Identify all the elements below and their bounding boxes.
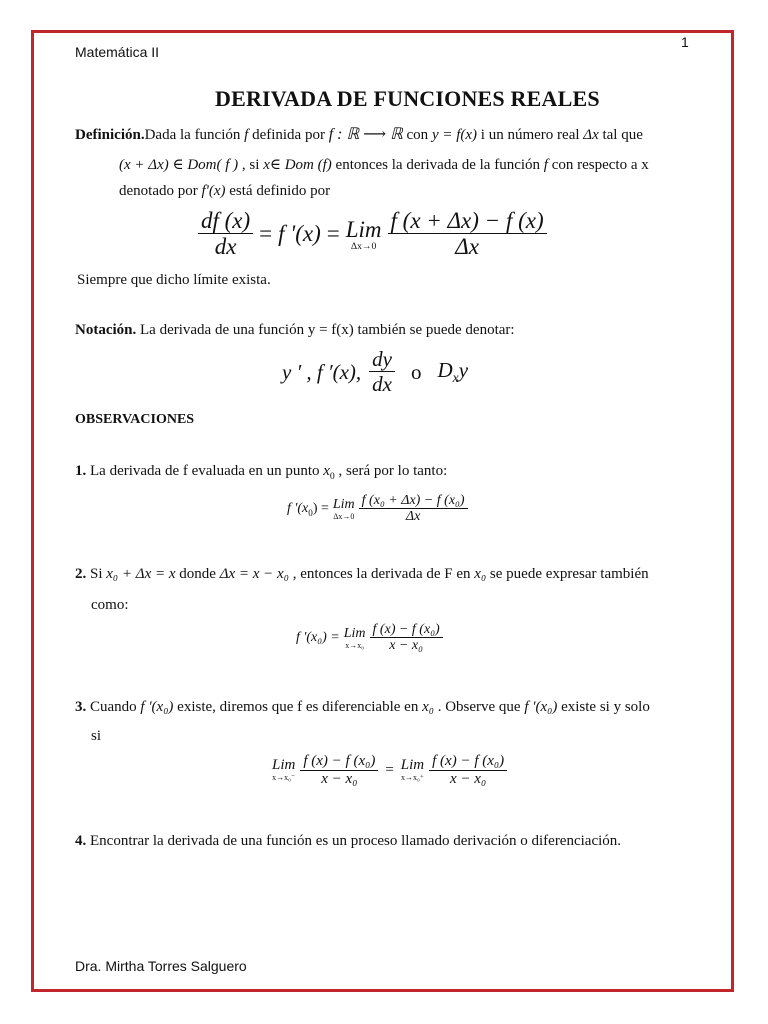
footer-author: Dra. Mirtha Torres Salguero (75, 958, 247, 974)
text: se puede expresar también (486, 566, 649, 582)
math-expression: f '(x₀) (524, 699, 558, 715)
lhs: f '(x₀) = (296, 630, 340, 646)
observation-2-text (75, 566, 649, 583)
difference-quotient (388, 208, 547, 261)
definition-line-2 (119, 155, 649, 174)
difference-quotient (359, 493, 468, 525)
limit-subscript: Δx→0 (333, 511, 355, 521)
d-operator (437, 358, 468, 386)
math-expression: Δx = x − x₀ (219, 566, 289, 582)
left-limit-operator (272, 758, 295, 782)
equals-sign: = (326, 221, 340, 247)
text: denotado por (119, 183, 202, 199)
limit-operator (333, 498, 355, 521)
math-mapping: f : ℝ ⟶ ℝ (328, 126, 403, 143)
lhs: f '(x (287, 500, 309, 516)
text: tal que (598, 127, 643, 143)
math-var: x (323, 463, 330, 479)
observation-1-text (75, 463, 447, 482)
math-x0 (323, 463, 335, 482)
left-difference-quotient (300, 753, 378, 788)
text: , entonces la derivada de F en (288, 566, 475, 582)
observation-1-formula (287, 493, 468, 525)
page-title: DERIVADA DE FUNCIONES REALES (215, 86, 600, 111)
text: Encontrar la derivada de una función es un proceso llamado derivación o diferenciación. (86, 833, 622, 849)
fraction-numerator: df (x) (198, 208, 253, 234)
equals-sign: = (385, 761, 394, 778)
text: Cuando (86, 699, 141, 715)
definition-label: Definición. (75, 127, 145, 143)
text: existe, diremos que f es diferenciable en (173, 699, 423, 715)
fraction-numerator: dy (369, 348, 395, 372)
dy-dx-fraction (369, 348, 395, 396)
observation-2-formula (296, 622, 443, 654)
math-expression: f '(x₀) (140, 699, 174, 715)
limit-subscript: x→x₀⁺ (400, 773, 424, 783)
header-subject: Matemática II (75, 44, 160, 60)
fraction-denominator: Δx (405, 509, 421, 525)
limit-note: Siempre que dicho límite exista. (77, 272, 271, 288)
limit-word: Lim (332, 496, 355, 512)
right-difference-quotient (429, 753, 507, 788)
definition-line-1 (75, 124, 643, 144)
math-f: f (543, 157, 548, 173)
subscript-zero: 0 (329, 471, 335, 482)
or-word: o (410, 359, 422, 384)
fraction-denominator: dx (214, 234, 237, 260)
notation-line (75, 322, 515, 339)
observation-3-formula (272, 753, 507, 788)
fraction-denominator: Δx (455, 234, 479, 260)
observation-4-text (75, 833, 621, 850)
item-number: 4. (75, 833, 87, 849)
math-fprime: f'(x) (201, 183, 226, 199)
equals-sign: = (259, 221, 273, 247)
fraction-denominator: x − x₀ (389, 638, 423, 654)
math-x0: x₀ (474, 566, 487, 582)
math-f: f (244, 127, 249, 143)
text: . Observe que (433, 699, 525, 715)
observations-heading: OBSERVACIONES (75, 412, 195, 427)
observation-2-line-2: como: (91, 597, 129, 613)
text: existe si y solo (557, 699, 650, 715)
fraction-numerator: f (x + Δx) − f (x) (388, 208, 547, 234)
text: donde (175, 566, 220, 582)
text: i un número real (477, 127, 584, 143)
text: , si (238, 157, 264, 173)
lhs-end: ) = (312, 500, 329, 516)
text: La derivada de f evaluada en un punto (86, 463, 324, 479)
d-subscript: x (452, 370, 459, 386)
subscript-zero: 0 (308, 507, 313, 518)
fraction-denominator: dx (372, 372, 392, 397)
math-yfx: y = f(x) (431, 127, 478, 143)
fraction-denominator: x − x₀ (321, 770, 358, 787)
limit-word: Lim (343, 625, 366, 641)
fraction-denominator: x − x₀ (450, 770, 487, 787)
fraction-numerator: f (x) − f (x₀) (370, 622, 443, 638)
math-x-in-dom: x∈ Dom (f) (263, 157, 332, 173)
limit-operator (344, 627, 366, 650)
limit-word: Lim (272, 757, 296, 774)
observation-3-text (75, 699, 650, 716)
d-symbol: D (437, 358, 453, 383)
derivative-definition-formula (198, 208, 547, 261)
notation-forms: y ′ , f ′(x), (282, 359, 362, 384)
fprime-x: f '(x) (278, 221, 321, 247)
text: Si (86, 566, 107, 582)
limit-subscript: Δx→0 (350, 240, 377, 252)
fraction-numerator: f (x) − f (x₀) (300, 753, 378, 771)
fraction-numerator: f (x) − f (x₀) (429, 753, 507, 771)
limit-subscript: x→x₀⁻ (272, 773, 296, 783)
limit-word: Lim (400, 757, 425, 774)
item-number: 2. (75, 566, 87, 582)
right-limit-operator (401, 758, 424, 782)
math-x0: x₀ (422, 699, 434, 715)
limit-subscript: x→x₀ (345, 640, 365, 650)
text: con respecto a x (547, 157, 649, 173)
page-number: 1 (681, 34, 689, 50)
math-domain-cond: (x + Δx) ∈ Dom( f ) (119, 157, 239, 173)
definition-line-3 (119, 183, 330, 200)
math-expression: x₀ + Δx = x (106, 566, 176, 582)
observation-3-line-2: si (91, 728, 102, 744)
fraction-numerator: f (x₀ + Δx) − f (x₀) (359, 493, 468, 509)
limit-word: Lim (345, 216, 382, 242)
text: La derivada de una función y = f(x) también se puede denotar: (136, 322, 515, 338)
text: Dada la función (144, 127, 245, 143)
notation-label: Notación. (75, 322, 137, 338)
text: está definido por (225, 183, 331, 199)
item-number: 1. (75, 463, 87, 479)
limit-operator (346, 218, 382, 252)
difference-quotient (370, 622, 443, 654)
text: con (402, 127, 432, 143)
notation-formula (282, 348, 468, 396)
item-number: 3. (75, 699, 87, 715)
d-variable: y (458, 358, 469, 383)
text: , será por lo tanto: (334, 463, 448, 479)
text: definida por (248, 127, 329, 143)
leibniz-fraction (198, 208, 253, 261)
math-delta-x: Δx (583, 127, 599, 143)
fprime-x0 (287, 501, 329, 518)
text: entonces la derivada de la función (331, 157, 544, 173)
